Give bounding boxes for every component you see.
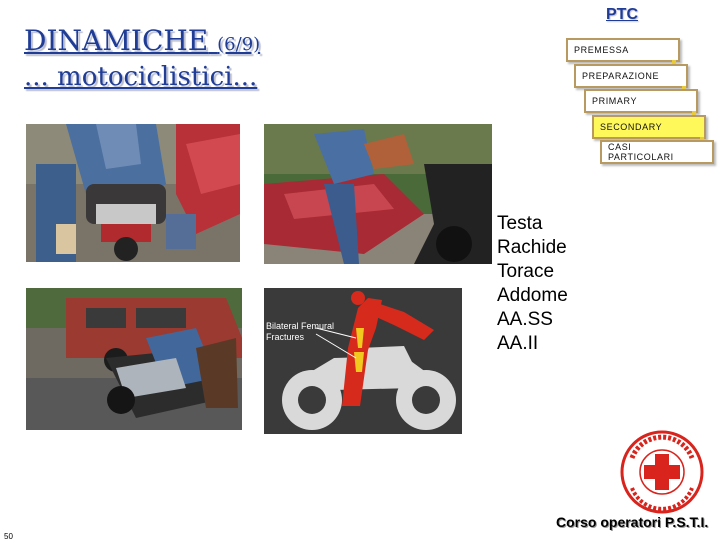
footer-course-name: Corso operatori P.S.T.I.: [556, 514, 709, 530]
ptc-step-label: PREMESSA: [574, 45, 629, 55]
diagram-label-line1: Bilateral Femural: [266, 321, 335, 331]
slide-subtitle: ... motociclistici...: [24, 62, 258, 92]
motorcycle-photo-3: [26, 288, 242, 430]
injury-list: [497, 212, 568, 356]
ptc-step-casi-particolari[interactable]: [600, 140, 714, 164]
ptc-step-secondary[interactable]: [592, 115, 706, 139]
list-item: Rachide: [497, 237, 567, 258]
page-number: 50: [4, 532, 13, 541]
ptc-step-label: SECONDARY: [600, 122, 663, 132]
motorcycle-photo-1: [26, 124, 240, 262]
femur-fracture-diagram: [264, 288, 462, 434]
ptc-step-preparazione[interactable]: [574, 64, 688, 88]
list-item: Addome: [497, 285, 568, 306]
list-item: AA.II: [497, 333, 539, 354]
ptc-step-label: CASI PARTICOLARI: [608, 142, 674, 162]
list-item: AA.SS: [497, 309, 553, 330]
list-item: Torace: [497, 261, 555, 282]
title-count: (6/9): [217, 34, 261, 55]
motorcycle-photo-2: [264, 124, 492, 264]
diagram-label-line2: Fractures: [266, 332, 305, 342]
list-item: Testa: [497, 213, 543, 234]
slide-title: [24, 24, 260, 57]
ptc-step-label: PREPARAZIONE: [582, 71, 660, 81]
croce-rossa-logo: [620, 430, 704, 514]
ptc-step-primary[interactable]: [584, 89, 698, 113]
diagram-label: [266, 321, 334, 343]
ptc-heading[interactable]: PTC: [606, 6, 638, 23]
ptc-step-label: PRIMARY: [592, 96, 638, 106]
title-main: DINAMICHE: [24, 24, 209, 57]
ptc-step-premessa[interactable]: [566, 38, 680, 62]
